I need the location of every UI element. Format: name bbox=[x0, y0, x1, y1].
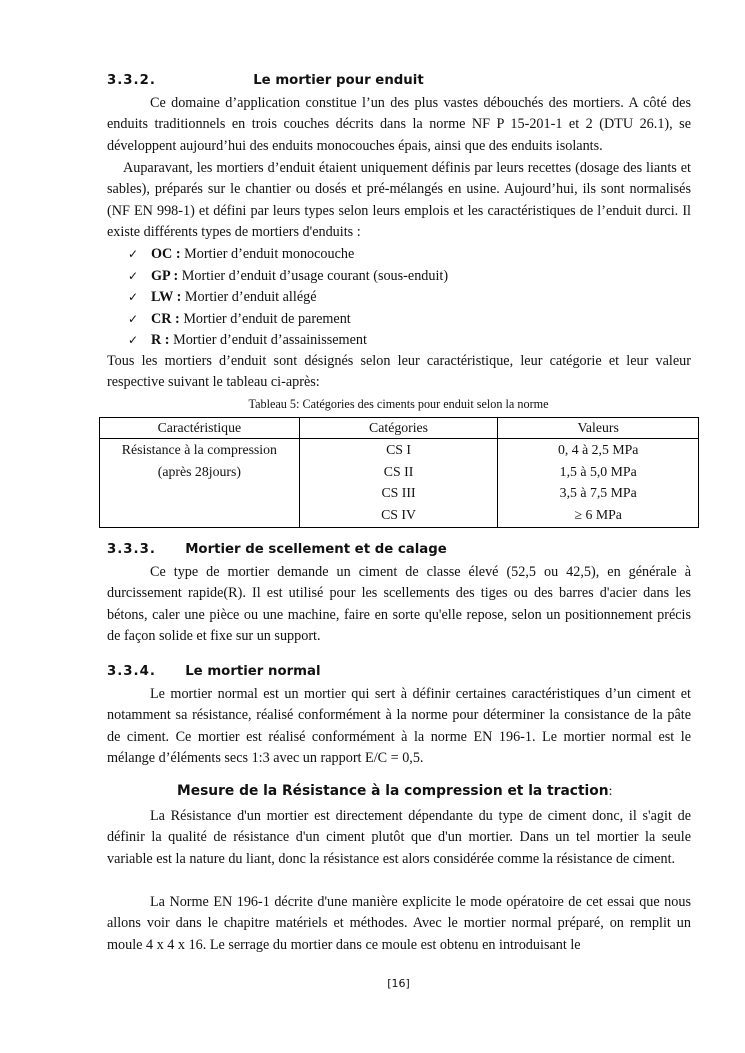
paragraph-resistance: La Résistance d'un mortier est directement dépendante du type de ciment donc, il s'agit de définir la qualité de résistance d'un ciment plutôt que d'un mortier. Dans un tel mortier la seule variable est la nature du liant, donc la résistance est alors considérée comme la résistance de ciment. bbox=[107, 808, 691, 867]
section-number: 3.3.4. bbox=[107, 664, 156, 679]
checkmark-icon: ✓ bbox=[128, 290, 139, 305]
paragraph-norme-en196: La Norme EN 196-1 décrite d'une manière explicite le mode opératoire de cet essai que nous allons voir dans le chapitre matériels et méthodes. Avec le mortier normal préparé, on remplit un moule 4 x 4 x 16. Le serrage du mortier dans ce moule est obtenu en introduisant le bbox=[107, 894, 691, 953]
section-title: Mortier de scellement et de calage bbox=[185, 542, 447, 557]
table-caption: Tableau 5: Catégories des ciments pour enduit selon la norme bbox=[248, 397, 549, 411]
table-cell-categories: CS I CS II CS III CS IV bbox=[299, 439, 498, 528]
table-cell-values: 0, 4 à 2,5 MPa 1,5 à 5,0 MPa 3,5 à 7,5 MPa ≥ 6 MPa bbox=[498, 439, 699, 528]
list-item: ✓ OC : Mortier d’enduit monocouche bbox=[128, 244, 448, 266]
section-heading-3-3-3 bbox=[107, 542, 447, 557]
mortar-types-list bbox=[128, 244, 448, 352]
table-header-categories: Catégories bbox=[299, 418, 498, 439]
section-heading-3-3-2 bbox=[107, 73, 424, 88]
paragraph-table-intro: Tous les mortiers d’enduit sont désignés selon leur caractéristique, leur catégorie et leur valeur respective suivant le tableau ci-après: bbox=[107, 353, 691, 391]
checkmark-icon: ✓ bbox=[128, 268, 139, 283]
list-item: ✓ GP : Mortier d’enduit d’usage courant (sous-enduit) bbox=[128, 266, 448, 288]
table-header-values: Valeurs bbox=[498, 418, 699, 439]
page-number: [16] bbox=[387, 977, 410, 990]
paragraph-enduit-intro: Ce domaine d’application constitue l’un des plus vastes débouchés des mortiers. A côté des enduits traditionnels en trois couches décrits dans la norme NF P 15-201-1 et 2 (DTU 26.1), se développent aujourd’hui des enduits monocouches épais, ainsi que des enduits isolants. bbox=[107, 95, 691, 154]
table-row bbox=[100, 439, 699, 528]
paragraph-scellement: Ce type de mortier demande un ciment de classe élevé (52,5 ou 42,5), en générale à durcissement rapide(R). Il est utilisé pour les scellements des tiges ou des barres d'acier dans les bétons, caler une pièce ou une machine, faire en sorte qu'elle repose, selon un positionnement précis de façon solide et fixe sur un support. bbox=[107, 564, 691, 645]
checkmark-icon: ✓ bbox=[128, 247, 139, 261]
checkmark-icon: ✓ bbox=[128, 333, 139, 348]
subheading-resistance: Mesure de la Résistance à la compression et la traction: bbox=[177, 783, 613, 799]
table-header-characteristic: Caractéristique bbox=[100, 418, 300, 439]
list-item: ✓ CR : Mortier d’enduit de parement bbox=[128, 309, 448, 331]
list-item: ✓ R : Mortier d’enduit d’assainissement bbox=[128, 330, 448, 352]
section-title: Le mortier normal bbox=[185, 664, 321, 679]
checkmark-icon: ✓ bbox=[128, 311, 139, 326]
section-number: 3.3.3. bbox=[107, 542, 156, 557]
paragraph-enduit-history: Auparavant, les mortiers d’enduit étaient uniquement définis par leurs recettes (dosage des liants et sables), préparés sur le chantier ou dosés et pré-mélangés en usine. Aujourd’hui, ils sont normalisés (NF EN 998-1) et défini par leurs types selon leurs emplois et les caractéristiques de l’enduit durci. Il existe différents types de mortiers d'enduits : bbox=[107, 160, 691, 241]
enduit-categories-table bbox=[99, 417, 699, 528]
paragraph-mortier-normal: Le mortier normal est un mortier qui sert à définir certaines caractéristiques d’un ciment et notamment sa résistance, réalisé conformément à la norme pour déterminer la consistance de la pâte de ciment. Ce mortier est réalisé conformément à la norme EN 196-1. Le mortier normal est le mélange d’éléments secs 1:3 avec un rapport E/C = 0,5. bbox=[107, 686, 691, 767]
table-cell-characteristic: Résistance à la compression (après 28jours) bbox=[100, 439, 300, 528]
section-heading-3-3-4 bbox=[107, 664, 321, 679]
list-item: ✓ LW : Mortier d’enduit allégé bbox=[128, 287, 448, 309]
section-number: 3.3.2. bbox=[107, 73, 156, 88]
section-title: Le mortier pour enduit bbox=[253, 73, 424, 88]
